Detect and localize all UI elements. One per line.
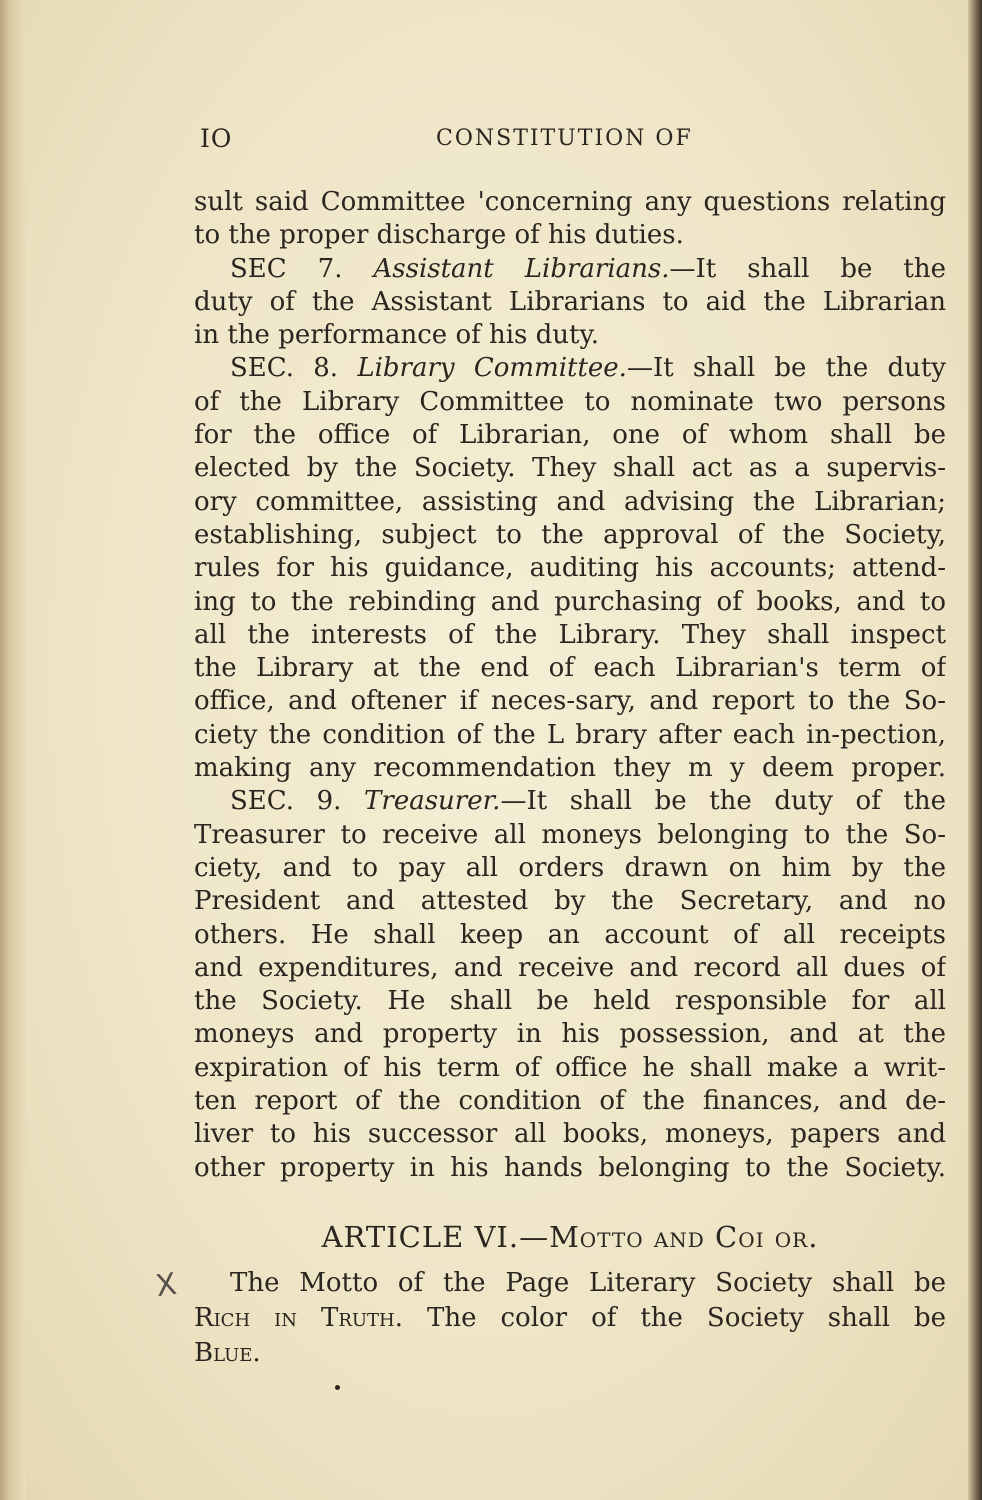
- line-text: Treasurer to receive all moneys belonging to the So-: [194, 819, 946, 850]
- line-text: in the performance of his duty.: [194, 320, 599, 351]
- line-text: and expenditures, and receive and record all dues of: [194, 952, 946, 983]
- article-body: [194, 1266, 946, 1371]
- line-text: the Library at the end of each Librarian's term of: [194, 653, 946, 684]
- text-line: [194, 419, 946, 452]
- text-line: [194, 685, 946, 718]
- text-line: [194, 586, 946, 619]
- line-text: expiration of his term of office he shall make a writ-: [194, 1052, 946, 1083]
- line-text: establishing, subject to the approval of the Society,: [194, 519, 946, 550]
- page-gutter: [0, 0, 26, 1500]
- text-line: [194, 286, 946, 319]
- text-line: [194, 819, 946, 852]
- line-text: ing to the rebinding and purchasing of books, and to: [194, 586, 946, 617]
- text-line: [194, 885, 946, 918]
- line-text: office, and oftener if neces-sary, and report to the So-: [194, 686, 946, 717]
- line-text: —It shall be the duty: [626, 353, 946, 384]
- text-line: [194, 486, 946, 519]
- article-line: Rich in Truth. The color of the Society shall be: [194, 1303, 946, 1333]
- line-text: ten report of the condition of the finances, and de-: [194, 1086, 946, 1117]
- line-text: rules for his guidance, auditing his accounts; attend-: [194, 553, 946, 584]
- page-number: IO: [200, 124, 233, 153]
- line-text: all the interests of the Library. They shall inspect: [194, 619, 946, 650]
- line-text: ciety, and to pay all orders drawn on him by the: [194, 852, 946, 883]
- ink-speck: [335, 1385, 340, 1390]
- text-line: [194, 219, 946, 252]
- article-number: ARTICLE VI.: [321, 1220, 520, 1254]
- text-line: [194, 985, 946, 1018]
- article-title: —Motto and Coi or.: [519, 1220, 819, 1254]
- text-line: [194, 1118, 946, 1151]
- text-line: [194, 852, 946, 885]
- line-text: the Society. He shall be held responsible for all: [194, 986, 946, 1017]
- line-text: —It shall be the duty of the: [500, 786, 946, 817]
- text-line: [194, 386, 946, 419]
- text-line: [194, 1052, 946, 1085]
- page-edge: [968, 0, 982, 1500]
- handwritten-x-mark: X: [153, 1266, 179, 1305]
- line-text: other property in his hands belonging to the Society.: [194, 1152, 946, 1183]
- line-text: elected by the Society. They shall act as a supervis-: [194, 453, 946, 484]
- line-text: others. He shall keep an account of all receipts: [194, 919, 946, 950]
- line-text: moneys and property in his possession, and at the: [194, 1019, 946, 1050]
- text-line: [194, 186, 946, 219]
- color-text: Blue.: [194, 1338, 261, 1368]
- text-line: [194, 1085, 946, 1118]
- text-line: [194, 785, 946, 818]
- text-line: [194, 352, 946, 385]
- text-line: [194, 1018, 946, 1051]
- text-line: [194, 919, 946, 952]
- line-text: sult said Committee 'concerning any questions relating: [194, 187, 946, 217]
- motto-text: Rich in Truth.: [194, 1303, 404, 1333]
- body-text: [194, 186, 946, 1185]
- line-text: ciety the condition of the L brary after each in-pection,: [194, 719, 946, 750]
- text-line: [194, 319, 946, 352]
- line-text: making any recommendation they m y deem proper.: [194, 753, 946, 784]
- section-title: Library Committee.: [357, 353, 627, 384]
- section-number: SEC 7.: [230, 253, 343, 284]
- line-text: —It shall be the: [669, 253, 946, 284]
- article-line: [194, 1336, 946, 1371]
- text-line: [194, 952, 946, 985]
- running-head: [196, 124, 946, 158]
- text-line: [194, 1152, 946, 1185]
- text-line: [194, 719, 946, 752]
- text-line: [194, 552, 946, 585]
- line-text: of the Library Committee to nominate two persons: [194, 386, 946, 417]
- section-number: SEC. 8.: [230, 353, 339, 384]
- line-text: for the office of Librarian, one of whom shall be: [194, 420, 946, 451]
- text-line: [194, 253, 946, 286]
- text-line: [194, 452, 946, 485]
- section-title: Assistant Librarians.: [373, 253, 670, 284]
- line-text: President and attested by the Secretary, and no: [194, 886, 946, 917]
- line-text: duty of the Assistant Librarians to aid the Librarian: [194, 286, 946, 317]
- section-title: Treasurer.: [364, 786, 501, 817]
- running-head-title: CONSTITUTION OF: [436, 126, 693, 151]
- text-line: [194, 752, 946, 785]
- article-line: The Motto of the Page Literary Society shall be: [230, 1268, 946, 1298]
- line-text: to the proper discharge of his duties.: [194, 220, 684, 251]
- line-text: ory committee, assisting and advising the Librarian;: [194, 486, 946, 517]
- text-line: [194, 652, 946, 685]
- text-line: [194, 519, 946, 552]
- line-text: liver to his successor all books, moneys, papers and: [194, 1119, 946, 1150]
- section-number: SEC. 9.: [230, 786, 342, 817]
- text-line: [194, 619, 946, 652]
- article-heading: [194, 1220, 946, 1254]
